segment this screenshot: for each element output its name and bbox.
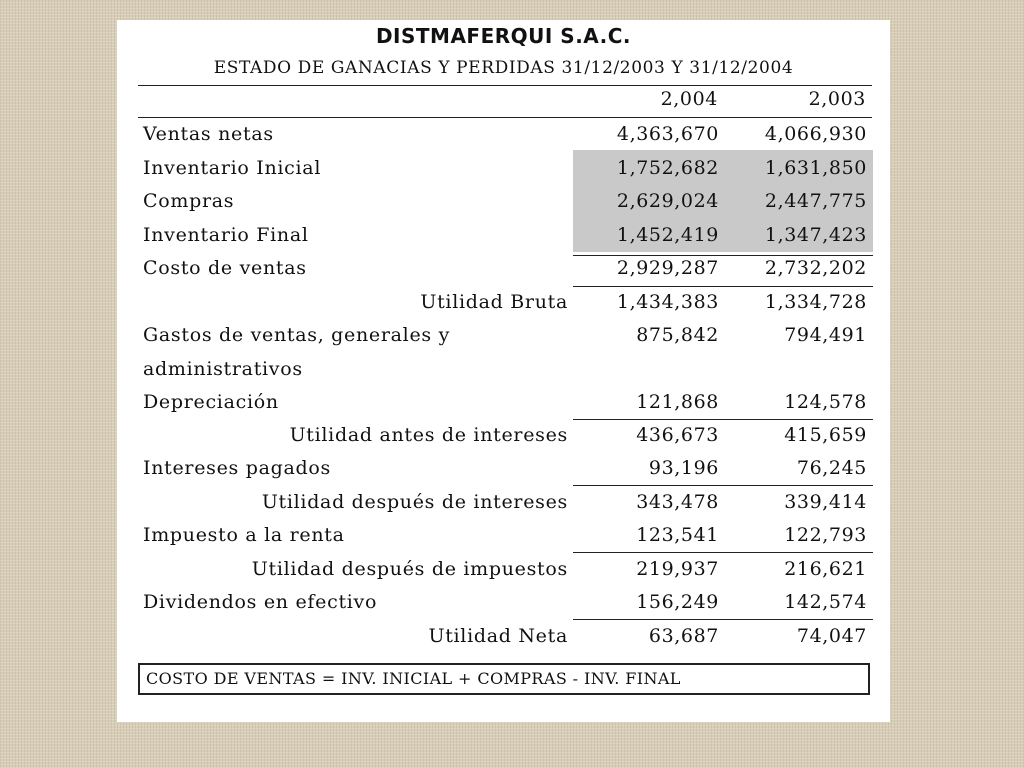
- table-row: [143, 586, 873, 619]
- value-2003: 142,574: [784, 591, 867, 613]
- row-label: Intereses pagados: [143, 457, 331, 479]
- row-label: Utilidad Bruta: [420, 291, 568, 313]
- row-label: Ventas netas: [143, 123, 274, 145]
- value-2003: 794,491: [784, 324, 867, 346]
- statement-subtitle: ESTADO DE GANACIAS Y PERDIDAS 31/12/2003 Y 31/12/2004: [213, 58, 794, 78]
- value-2004: 93,196: [648, 457, 719, 479]
- table-row: [143, 620, 873, 653]
- value-2004: 1,752,682: [616, 157, 719, 179]
- row-label: Compras: [143, 190, 235, 212]
- value-2003: 76,245: [796, 457, 867, 479]
- table-row: [143, 553, 873, 586]
- table-row: [143, 353, 873, 386]
- table-row: [143, 452, 873, 485]
- value-2003: 124,578: [784, 391, 867, 413]
- value-2004: 1,452,419: [616, 224, 719, 246]
- value-2004: 123,541: [636, 524, 719, 546]
- value-2004: 121,868: [636, 391, 719, 413]
- table-row: [143, 219, 873, 252]
- row-label: Inventario Final: [143, 224, 309, 246]
- value-2003: 4,066,930: [764, 123, 867, 145]
- table-row: [143, 319, 873, 352]
- value-2003: 1,334,728: [764, 291, 867, 313]
- table-row: [143, 185, 873, 218]
- table-row: [143, 519, 873, 552]
- value-2003: 415,659: [784, 424, 867, 446]
- column-header-2003: 2,003: [808, 88, 866, 110]
- value-2003: 122,793: [784, 524, 867, 546]
- table-row: [143, 286, 873, 319]
- company-title: DISTMAFERQUI S.A.C.: [375, 24, 632, 48]
- row-label: Utilidad después de intereses: [261, 491, 568, 513]
- value-2003: 339,414: [784, 491, 867, 513]
- row-label: Costo de ventas: [143, 257, 307, 279]
- row-label: Dividendos en efectivo: [143, 591, 378, 613]
- value-2004: 1,434,383: [616, 291, 719, 313]
- column-header-2004: 2,004: [660, 88, 718, 110]
- value-2004: 4,363,670: [616, 123, 719, 145]
- row-label: Utilidad antes de intereses: [289, 424, 568, 446]
- row-label: Inventario Inicial: [143, 157, 322, 179]
- value-2004: 63,687: [648, 625, 719, 647]
- value-2003: 2,732,202: [764, 257, 867, 279]
- table-row: [143, 386, 873, 419]
- value-2004: 2,929,287: [616, 257, 719, 279]
- value-2004: 156,249: [636, 591, 719, 613]
- value-2003: 216,621: [784, 558, 867, 580]
- table-row: [143, 419, 873, 452]
- row-label: Gastos de ventas, generales y: [143, 324, 451, 346]
- value-2004: 343,478: [636, 491, 719, 513]
- header-top-rule: [138, 85, 872, 86]
- value-2004: 875,842: [636, 324, 719, 346]
- value-2004: 436,673: [636, 424, 719, 446]
- cost-formula-note: COSTO DE VENTAS = INV. INICIAL + COMPRAS - INV. FINAL: [138, 663, 870, 695]
- table-row: [143, 486, 873, 519]
- row-label: Impuesto a la renta: [143, 524, 345, 546]
- row-label: Utilidad después de impuestos: [251, 558, 568, 580]
- income-statement-sheet: [117, 20, 890, 722]
- table-row: [143, 252, 873, 285]
- value-2003: 1,631,850: [764, 157, 867, 179]
- row-label: Utilidad Neta: [428, 625, 568, 647]
- row-label: administrativos: [143, 358, 303, 380]
- value-2004: 2,629,024: [616, 190, 719, 212]
- value-2004: 219,937: [636, 558, 719, 580]
- table-row: [143, 152, 873, 185]
- value-2003: 1,347,423: [764, 224, 867, 246]
- value-2003: 2,447,775: [764, 190, 867, 212]
- value-2003: 74,047: [796, 625, 867, 647]
- table-row: [143, 118, 873, 151]
- row-label: Depreciación: [143, 391, 279, 413]
